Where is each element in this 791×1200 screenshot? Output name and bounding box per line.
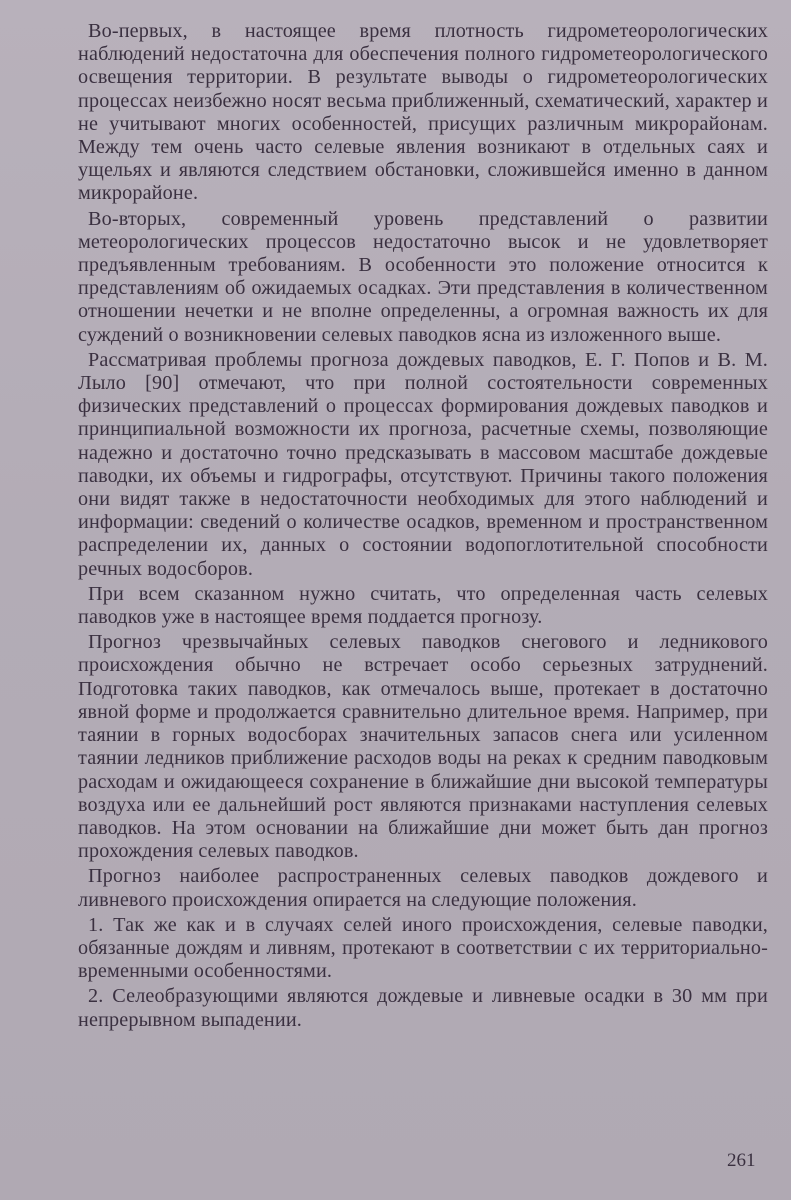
paragraph-4: При всем сказанном нужно считать, что определенная часть селевых паводков уже в настоящее время поддается прогнозу.	[78, 582, 768, 629]
paragraph-1: Во-первых, в настоящее время плотность гидрометеорологических наблюдений недостаточна для обеспечения полного гидрометеорологического освещения территории. В результате выводы о гидрометеорологических процессах неизбежно носят весьма приближенный, схематический, характер и не учитывают многих особенностей, присущих различным микрорайонам. Между тем очень часто селевые явления возникают в отдельных саях и ущельях и являются следствием обстановки, сложившейся именно в данном микрорайоне.	[78, 20, 768, 205]
page-number: 261	[727, 1150, 756, 1171]
paragraph-5: Прогноз чрезвычайных селевых паводков снегового и ледникового происхождения обычно не встречает особо серьезных затруднений. Подготовка таких паводков, как отмечалось выше, протекает в достаточно явной форме и продолжается сравнительно длительное время. Например, при таянии в горных водосборах значительных запасов снега или усиленном таянии ледников приближение расходов воды на реках к средним паводковым расходам и ожидающееся сохранение в ближайшие дни высокой температуры воздуха или ее дальнейший рост являются признаками наступления селевых паводков. На этом основании на ближайшие дни может быть дан прогноз прохождения селевых паводков.	[78, 631, 768, 863]
paragraph-7: 1. Так же как и в случаях селей иного происхождения, селевые паводки, обязанные дождям и ливням, протекают в соответствии с их территориально-временными особенностями.	[78, 913, 768, 983]
paragraph-6: Прогноз наиболее распространенных селевых паводков дождевого и ливневого происхождения опирается на следующие положения.	[78, 865, 768, 911]
paragraph-8: 2. Селеобразующими являются дождевые и ливневые осадки в 30 мм при непрерывном выпадении.	[78, 985, 768, 1031]
paragraph-3: Рассматривая проблемы прогноза дождевых паводков, Е. Г. Попов и В. М. Лыло [90] отмечают, что при полной состоятельности современных физических представлений о процессах формирования дождевых паводков и принципиальной возможности их прогноза, расчетные схемы, позволяющие надежно и достаточно точно предсказывать в массовом масштабе дождевые паводки, их объемы и гидрографы, отсутствуют. Причины такого положения они видят также в недостаточности необходимых для этого наблюдений и информации: сведений о количестве осадков, временном и пространственном распределении их, данных о состоянии водопоглотительной способности речных водосборов.	[78, 348, 768, 580]
body-text	[78, 20, 768, 1034]
paragraph-2: Во-вторых, современный уровень представлений о развитии метеорологических процессов недостаточно высок и не удовлетворяет предъявленным требованиям. В особенности это положение относится к представлениям об ожидаемых осадках. Эти представления в количественном отношении нечетки и не вполне определенны, а огромная важность их для суждений о возникновении селевых паводков ясна из изложенного выше.	[78, 207, 768, 346]
